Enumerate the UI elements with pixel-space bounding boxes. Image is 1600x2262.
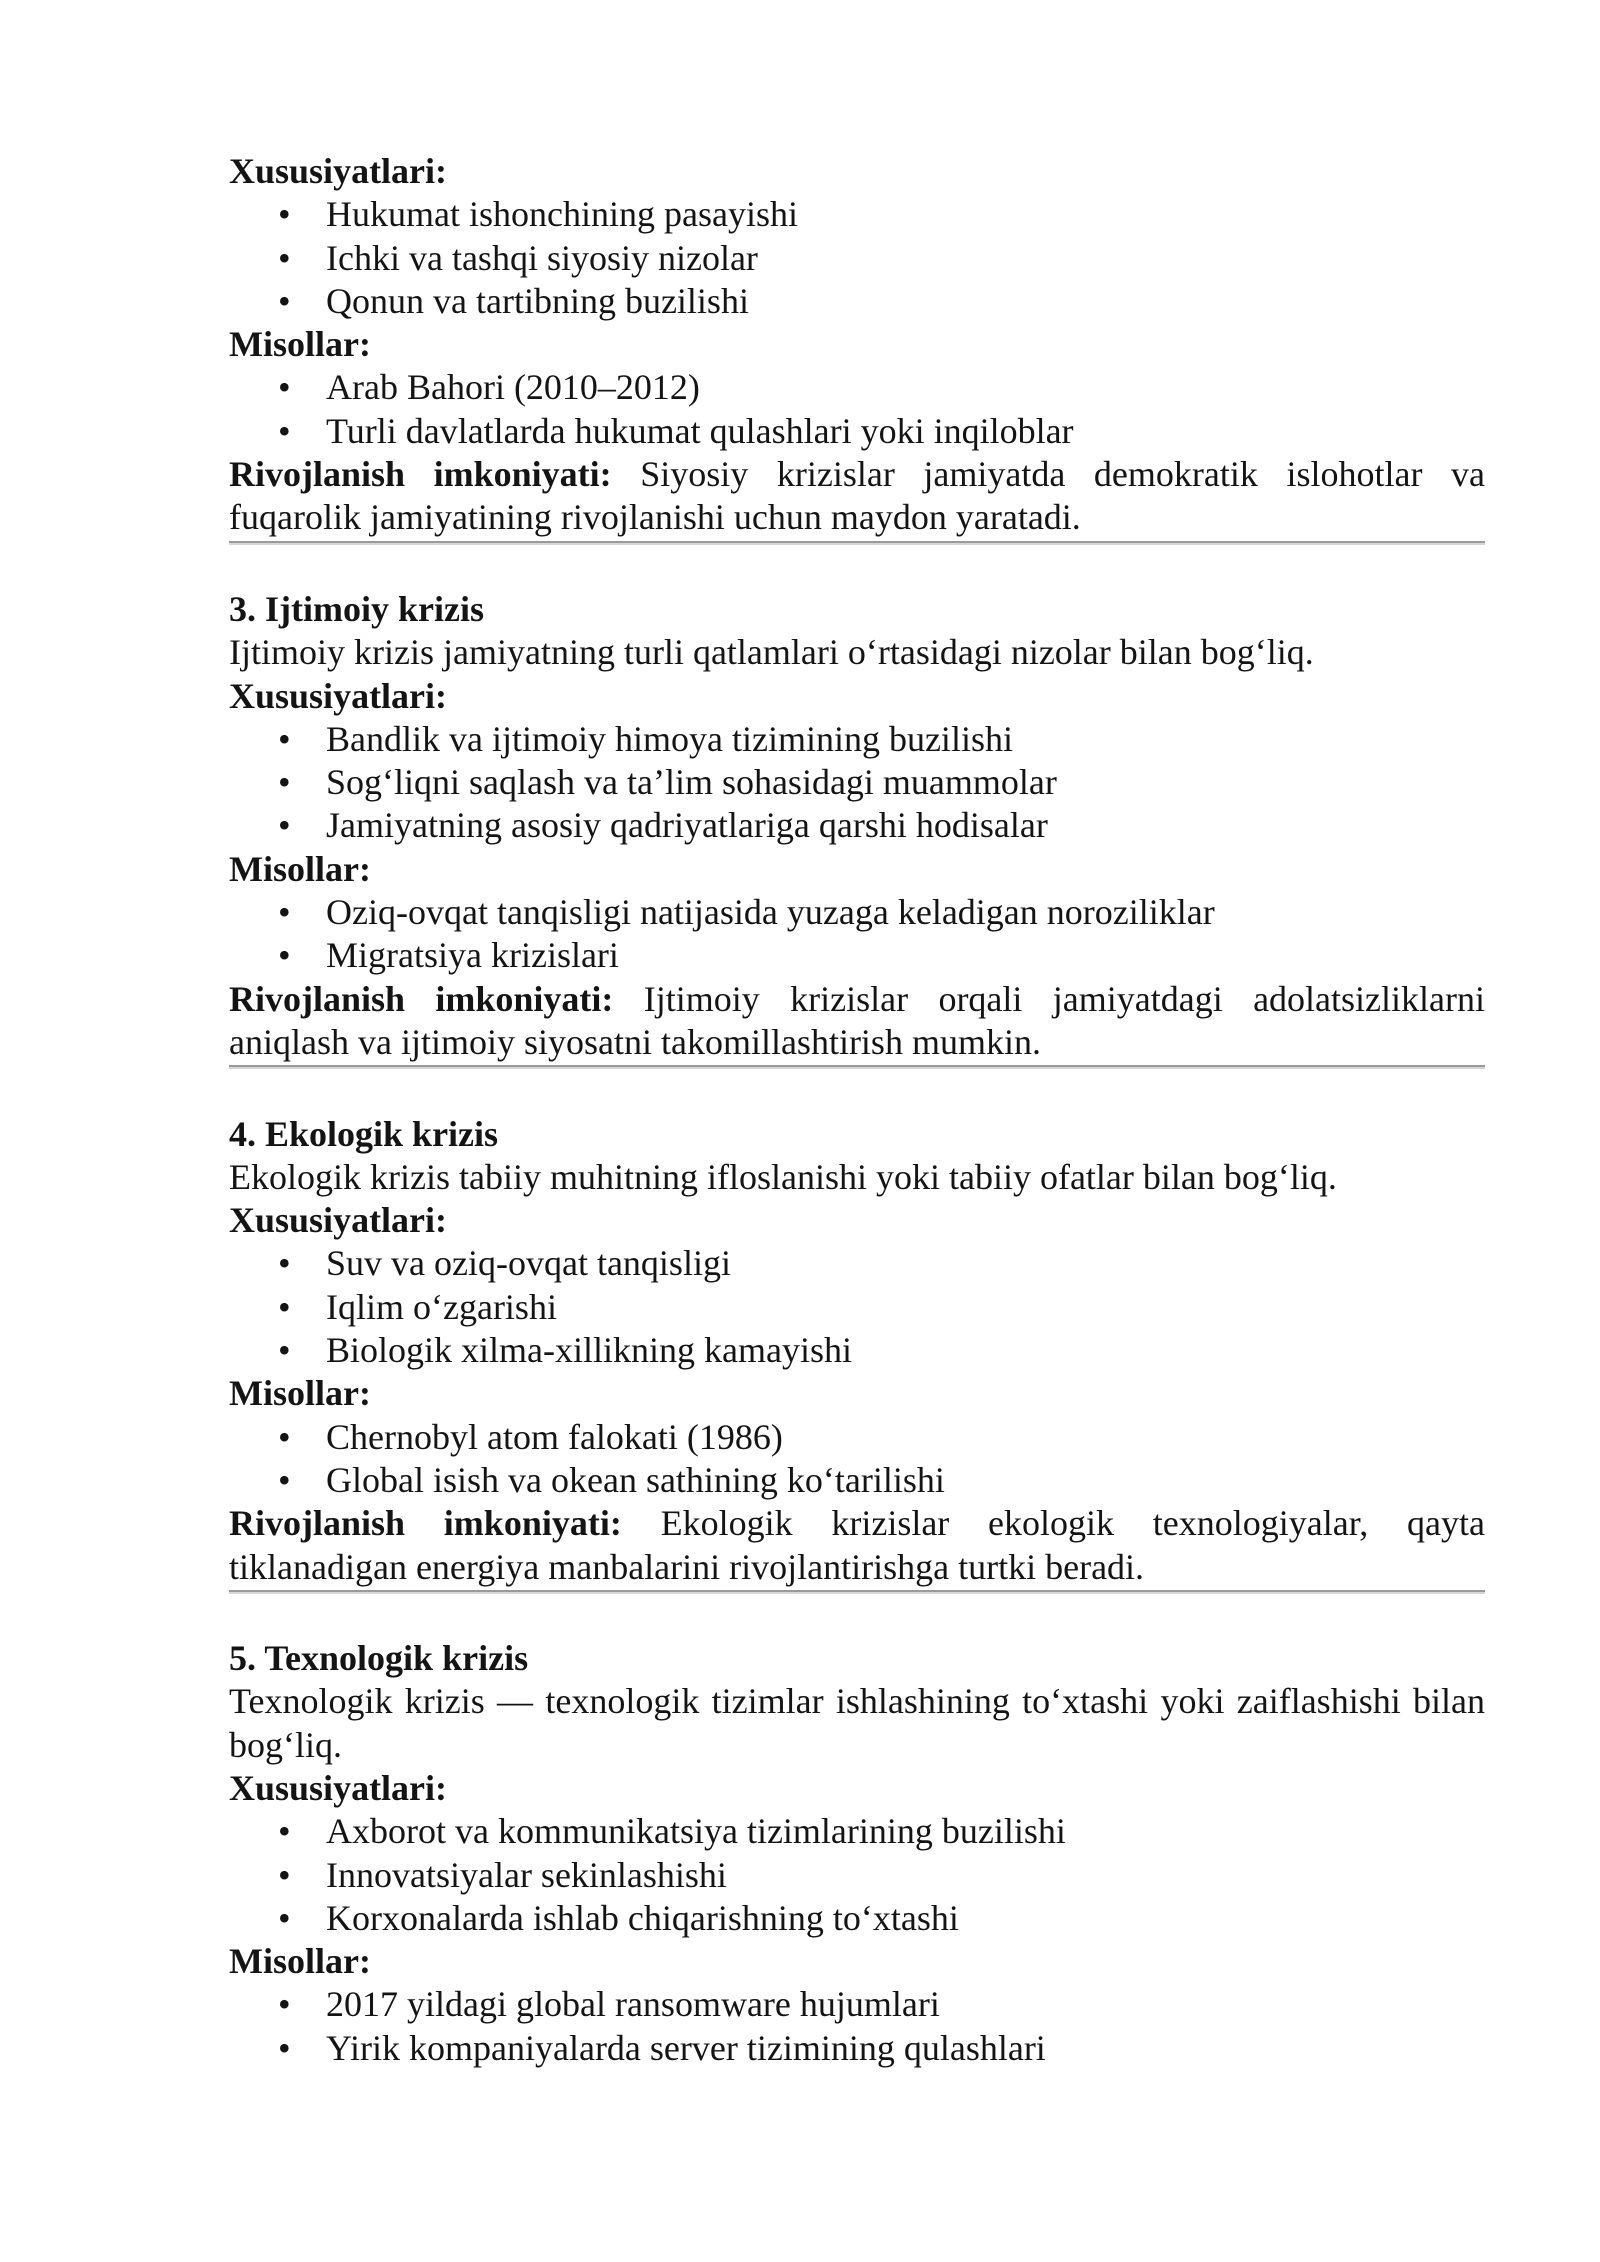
bullet-icon: • bbox=[278, 1854, 291, 1895]
bullet-icon: • bbox=[278, 410, 291, 451]
list-item: • Qonun va tartibning buzilishi bbox=[229, 280, 1485, 323]
development-label: Rivojlanish imkoniyati: bbox=[229, 1503, 622, 1544]
political-crisis-continuation bbox=[229, 150, 1485, 545]
examples-heading: Misollar: bbox=[229, 1941, 371, 1982]
bullet-icon: • bbox=[278, 718, 291, 759]
bullet-icon: • bbox=[278, 1330, 291, 1371]
development-paragraph bbox=[229, 978, 1485, 1065]
list-item: • Axborot va kommunikatsiya tizimlarining buzilishi bbox=[229, 1810, 1485, 1853]
examples-heading: Misollar: bbox=[229, 1373, 371, 1414]
examples-list bbox=[229, 891, 1485, 978]
examples-list bbox=[229, 366, 1485, 453]
bullet-icon: • bbox=[278, 1811, 291, 1852]
features-list bbox=[229, 193, 1485, 323]
features-heading: Xususiyatlari: bbox=[229, 1200, 448, 1241]
development-text: Ekologik krizislar ekologik texnologiyalar, qayta tiklanadigan energiya manbalarini rivojlantirishga turtki beradi. bbox=[229, 1503, 1486, 1587]
list-item: • Ichki va tashqi siyosiy nizolar bbox=[229, 237, 1485, 280]
examples-list bbox=[229, 1416, 1485, 1503]
features-list bbox=[229, 718, 1485, 848]
development-text: Siyosiy krizislar jamiyatda demokratik islohotlar va fuqarolik jamiyatining rivojlanishi uchun maydon yaratadi. bbox=[229, 454, 1486, 538]
development-label: Rivojlanish imkoniyati: bbox=[229, 454, 612, 495]
section-title: 5. Texnologik krizis bbox=[229, 1638, 529, 1679]
bullet-icon: • bbox=[278, 892, 291, 933]
examples-heading: Misollar: bbox=[229, 848, 371, 889]
features-list bbox=[229, 1242, 1485, 1372]
section-intro: Texnologik krizis — texnologik tizimlar ishlashining to‘xtashi yoki zaiflashishi bilan bog‘liq. bbox=[229, 1681, 1485, 1765]
bullet-icon: • bbox=[278, 194, 291, 235]
bullet-icon: • bbox=[278, 280, 291, 321]
list-item: • Yirik kompaniyalarda server tizimining qulashlari bbox=[229, 2027, 1485, 2070]
examples-heading: Misollar: bbox=[229, 324, 371, 365]
development-text: Ijtimoiy krizislar orqali jamiyatdagi adolatsizliklarni aniqlash va ijtimoiy siyosatni takomillashtirish mumkin. bbox=[229, 978, 1485, 1062]
bullet-icon: • bbox=[278, 1286, 291, 1327]
list-item: • Oziq-ovqat tanqisligi natijasida yuzaga keladigan noroziliklar bbox=[229, 891, 1485, 934]
document-page bbox=[229, 150, 1485, 2070]
development-label: Rivojlanish imkoniyati: bbox=[229, 978, 614, 1019]
section-social-crisis bbox=[229, 588, 1485, 1069]
list-item: • Turli davlatlarda hukumat qulashlari yoki inqiloblar bbox=[229, 410, 1485, 453]
section-title: 3. Ijtimoiy krizis bbox=[229, 588, 484, 629]
list-item: • Global isish va okean sathining ko‘tarilishi bbox=[229, 1459, 1485, 1502]
section-intro: Ijtimoiy krizis jamiyatning turli qatlamlari o‘rtasidagi nizolar bilan bog‘liq. bbox=[229, 632, 1314, 673]
bullet-icon: • bbox=[278, 1984, 291, 2025]
features-heading: Xususiyatlari: bbox=[229, 1767, 448, 1808]
section-ecological-crisis bbox=[229, 1113, 1485, 1594]
list-item: • Iqlim o‘zgarishi bbox=[229, 1286, 1485, 1329]
list-item: • Jamiyatning asosiy qadriyatlariga qarshi hodisalar bbox=[229, 804, 1485, 847]
bullet-icon: • bbox=[278, 805, 291, 846]
section-intro: Ekologik krizis tabiiy muhitning ifloslanishi yoki tabiiy ofatlar bilan bog‘liq. bbox=[229, 1156, 1337, 1197]
list-item: • Chernobyl atom falokati (1986) bbox=[229, 1416, 1485, 1459]
list-item: • Suv va oziq-ovqat tanqisligi bbox=[229, 1242, 1485, 1285]
features-list bbox=[229, 1810, 1485, 1940]
bullet-icon: • bbox=[278, 1416, 291, 1457]
list-item: • Korxonalarda ishlab chiqarishning to‘xtashi bbox=[229, 1897, 1485, 1940]
list-item: • Biologik xilma-xillikning kamayishi bbox=[229, 1329, 1485, 1372]
development-paragraph bbox=[229, 453, 1485, 540]
features-heading: Xususiyatlari: bbox=[229, 675, 448, 716]
bullet-icon: • bbox=[278, 1459, 291, 1500]
bullet-icon: • bbox=[278, 1897, 291, 1938]
section-title: 4. Ekologik krizis bbox=[229, 1113, 499, 1154]
bullet-icon: • bbox=[278, 935, 291, 976]
list-item: • Innovatsiyalar sekinlashishi bbox=[229, 1854, 1485, 1897]
bullet-icon: • bbox=[278, 237, 291, 278]
list-item: • Migratsiya krizislari bbox=[229, 934, 1485, 977]
list-item: • Hukumat ishonchining pasayishi bbox=[229, 193, 1485, 236]
list-item: • Sog‘liqni saqlash va ta’lim sohasidagi muammolar bbox=[229, 761, 1485, 804]
bullet-icon: • bbox=[278, 2027, 291, 2068]
examples-list bbox=[229, 1983, 1485, 2070]
development-paragraph bbox=[229, 1502, 1485, 1589]
section-technological-crisis bbox=[229, 1637, 1485, 2070]
list-item: • Bandlik va ijtimoiy himoya tizimining buzilishi bbox=[229, 718, 1485, 761]
features-heading: Xususiyatlari: bbox=[229, 151, 448, 191]
bullet-icon: • bbox=[278, 367, 291, 408]
bullet-icon: • bbox=[278, 1243, 291, 1284]
bullet-icon: • bbox=[278, 762, 291, 803]
list-item: • 2017 yildagi global ransomware hujumlari bbox=[229, 1983, 1485, 2026]
list-item: • Arab Bahori (2010–2012) bbox=[229, 366, 1485, 409]
